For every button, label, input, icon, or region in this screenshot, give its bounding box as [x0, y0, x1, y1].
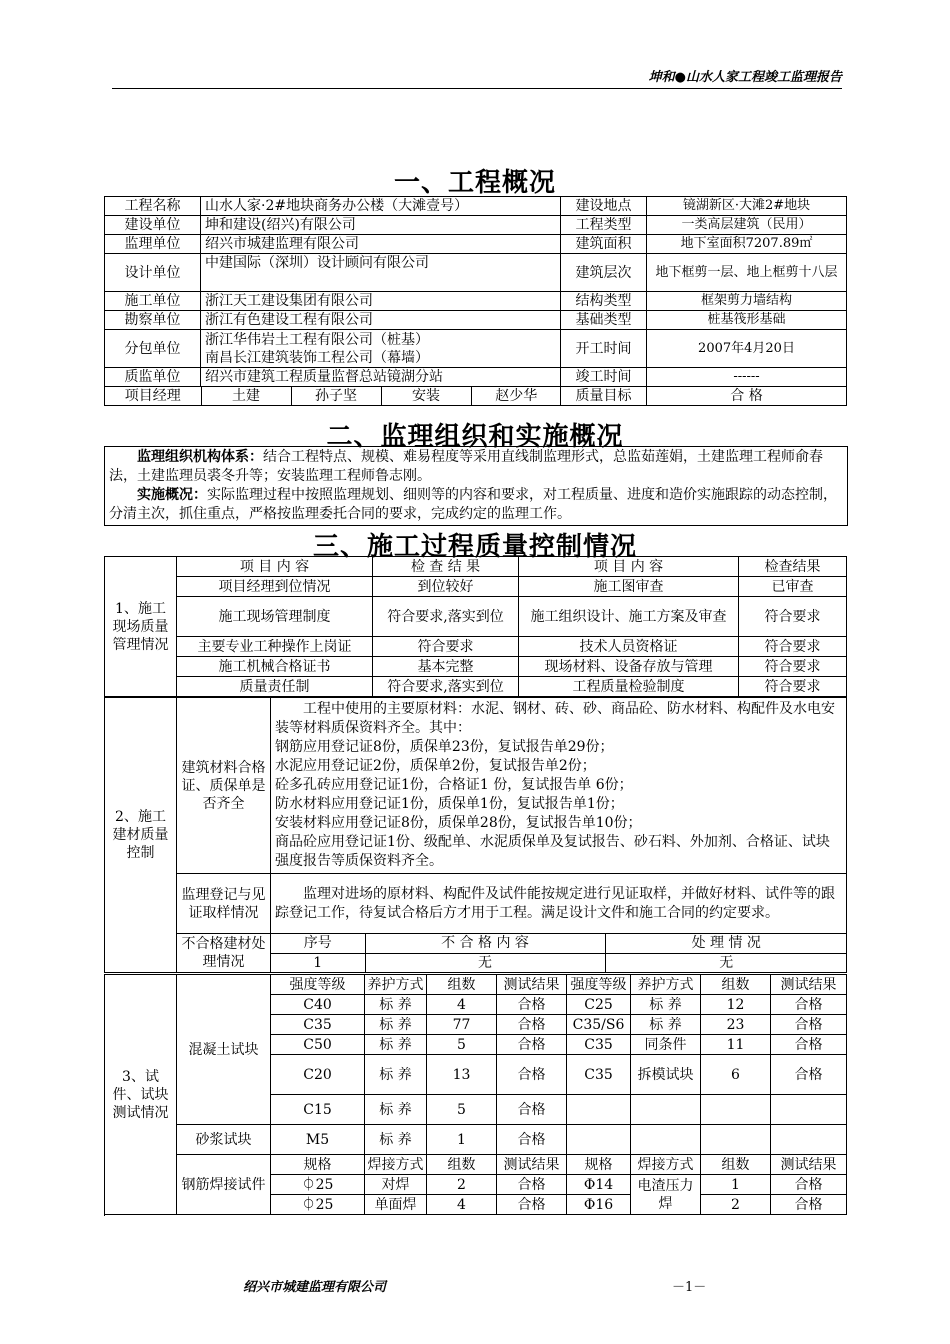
concrete-head-cell: 测试结果	[497, 975, 567, 995]
nc-head-no: 序号	[271, 934, 365, 953]
field-label: 工程名称	[105, 197, 201, 216]
concrete-cell: C35	[567, 1035, 631, 1055]
rebar-cell: 合格	[771, 1175, 847, 1195]
rebar-cell: 合格	[771, 1195, 847, 1215]
concrete-cell: 5	[427, 1035, 497, 1055]
org-text: 结合工程特点、规模、难易程度等采用直线制监理形式，总监茹莲娟，土建监理工程师俞春法，土建监理员裘冬升等；安装监理工程师鲁志刚。	[109, 449, 823, 484]
page-number: －1－	[672, 1280, 707, 1295]
nonconforming-content	[271, 934, 847, 973]
rebar-head-cell: 测试结果	[497, 1155, 567, 1175]
rebar-cell: 合格	[497, 1195, 567, 1215]
site-row	[105, 637, 847, 657]
site-head-cell: 检查结果	[739, 557, 847, 577]
part2-label: 2、施工建材质量控制	[105, 698, 177, 973]
nc-head-handling: 处 理 情 况	[605, 934, 847, 953]
field-value: 中建国际（深圳）设计顾问有限公司	[201, 254, 561, 292]
concrete-cell: 标 养	[631, 995, 701, 1015]
mortar-cell: 合格	[497, 1125, 567, 1155]
field-value: 浙江天工建设集团有限公司	[201, 292, 561, 311]
overview-row	[105, 254, 847, 292]
rebar-cell: ⏀25	[271, 1195, 365, 1215]
site-row	[105, 577, 847, 597]
concrete-cell: C20	[271, 1055, 365, 1095]
manager-cell: 孙子坚	[291, 387, 381, 405]
field-label: 基础类型	[561, 311, 647, 330]
field-value: 合 格	[647, 387, 847, 406]
materials-cert-label: 建筑材料合格证、质保单是否齐全	[177, 698, 271, 874]
field-value: 桩基筏形基础	[647, 311, 847, 330]
rebar-cell: Φ16	[567, 1195, 631, 1215]
mortar-cell: 1	[427, 1125, 497, 1155]
site-row	[105, 677, 847, 697]
field-label: 竣工时间	[561, 368, 647, 387]
rebar-cell: 单面焊	[365, 1195, 427, 1215]
concrete-head-cell: 组数	[701, 975, 771, 995]
field-value: 框架剪力墙结构	[647, 292, 847, 311]
field-value: 绍兴市建筑工程质量监督总站镜湖分站	[201, 368, 561, 387]
concrete-cell: C15	[271, 1095, 365, 1125]
concrete-cell: 合格	[771, 1035, 847, 1055]
overview-row	[105, 311, 847, 330]
concrete-cell: 标 养	[365, 1095, 427, 1125]
project-overview-table	[104, 196, 847, 406]
rebar-cell: ⏀25	[271, 1175, 365, 1195]
concrete-cell: 5	[427, 1095, 497, 1125]
test-row	[105, 975, 847, 995]
site-cell: 施工机械合格证书	[177, 657, 373, 677]
mat-line: 砼多孔砖应用登记证1份，合格证1 份，复试报告单 6份；	[275, 777, 633, 793]
page-header: 坤和●山水人家工程竣工监理报告	[648, 70, 842, 85]
header-rule	[112, 88, 842, 89]
site-cell: 技术人员资格证	[519, 637, 739, 657]
rebar-cell: 1	[701, 1175, 771, 1195]
site-cell: 施工图审查	[519, 577, 739, 597]
rebar-cell: Φ14	[567, 1175, 631, 1195]
concrete-cell: 4	[427, 995, 497, 1015]
nc-cell: 1	[271, 953, 365, 972]
empty-cell	[701, 1125, 771, 1155]
site-cell: 符合要求	[739, 637, 847, 657]
field-value: 镜湖新区·大滩2#地块	[647, 197, 847, 216]
concrete-cell: 标 养	[365, 1055, 427, 1095]
field-label: 开工时间	[561, 330, 647, 368]
concrete-cell: 合格	[497, 1035, 567, 1055]
site-head-cell: 项 目 内 容	[177, 557, 373, 577]
witness-content: 监理对进场的原材料、构配件及试件能按规定进行见证取样，并做好材料、试件等的跟踪登记工作，待复试合格后方才用于工程。满足设计文件和施工合同的约定要求。	[271, 874, 847, 934]
concrete-head-cell: 测试结果	[771, 975, 847, 995]
concrete-cell: 拆模试块	[631, 1055, 701, 1095]
site-cell: 基本完整	[373, 657, 519, 677]
mortar-row	[105, 1125, 847, 1155]
field-value: 浙江华伟岩土工程有限公司（桩基） 南昌长江建筑装饰工程公司（幕墙）	[201, 330, 561, 368]
nonconforming-table	[271, 934, 847, 972]
concrete-head-cell: 养护方式	[365, 975, 427, 995]
overview-row	[105, 235, 847, 254]
manager-cell: 赵少华	[471, 387, 561, 405]
concrete-cell	[631, 1095, 701, 1125]
rebar-cell: 4	[427, 1195, 497, 1215]
site-cell: 到位较好	[373, 577, 519, 597]
mat-line: 工程中使用的主要原材料：水泥、钢材、砖、砂、商品砼、防水材料、构配件及水电安装等材料质保资料齐全。其中：	[275, 701, 835, 736]
field-label: 施工单位	[105, 292, 201, 311]
concrete-cell: 11	[701, 1035, 771, 1055]
rebar-head-cell: 规格	[271, 1155, 365, 1175]
site-row	[105, 657, 847, 677]
rebar-cell: 2	[701, 1195, 771, 1215]
mat-line: 安装材料应用登记证8份，质保单28份，复试报告单10份；	[275, 815, 642, 831]
mat-line: 防水材料应用登记证1份，质保单1份，复试报告单1份；	[275, 796, 624, 812]
concrete-cell: 合格	[771, 1055, 847, 1095]
concrete-cell: 77	[427, 1015, 497, 1035]
concrete-cell: 同条件	[631, 1035, 701, 1055]
field-value: 一类高层建筑（民用）	[647, 216, 847, 235]
field-value: 2007年4月20日	[647, 330, 847, 368]
overview-row	[105, 368, 847, 387]
materials-table	[104, 697, 847, 973]
concrete-cell: 合格	[771, 995, 847, 1015]
overview-row	[105, 387, 847, 406]
field-label: 质监单位	[105, 368, 201, 387]
field-label: 质量目标	[561, 387, 647, 406]
rebar-cell: 电渣压力焊	[631, 1175, 701, 1215]
impl-label: 实施概况：	[137, 487, 207, 503]
field-label: 建设地点	[561, 197, 647, 216]
part1-label: 1、施工现场质量管理情况	[105, 557, 177, 697]
materials-cert-content	[271, 698, 847, 874]
site-cell: 符合要求	[739, 597, 847, 637]
site-head-cell: 检 查 结 果	[373, 557, 519, 577]
concrete-cell	[701, 1095, 771, 1125]
concrete-cell	[567, 1095, 631, 1125]
concrete-cell: 合格	[497, 1095, 567, 1125]
section3-title: 三、施工过程质量控制情况	[312, 532, 637, 562]
field-label: 建筑面积	[561, 235, 647, 254]
concrete-cell: C35	[271, 1015, 365, 1035]
field-value: 山水人家·2#地块商务办公楼（大滩壹号）	[201, 197, 561, 216]
site-cell: 现场材料、设备存放与管理	[519, 657, 739, 677]
concrete-cell: 合格	[497, 1055, 567, 1095]
empty-cell	[771, 1125, 847, 1155]
org-label: 监理组织机构体系：	[137, 449, 263, 465]
site-cell: 项目经理到位情况	[177, 577, 373, 597]
rebar-cell: 合格	[497, 1175, 567, 1195]
site-head-cell: 项 目 内 容	[519, 557, 739, 577]
field-label: 勘察单位	[105, 311, 201, 330]
field-value: 地下室面积7207.89㎡	[647, 235, 847, 254]
concrete-cell: 23	[701, 1015, 771, 1035]
rebar-head-cell: 焊接方式	[365, 1155, 427, 1175]
site-cell: 施工组织设计、施工方案及审查	[519, 597, 739, 637]
manager-cell: 安装	[381, 387, 471, 405]
nonconforming-label: 不合格建材处理情况	[177, 934, 271, 973]
concrete-cell: C50	[271, 1035, 365, 1055]
concrete-cell: 标 养	[365, 1015, 427, 1035]
rebar-head-row	[105, 1155, 847, 1175]
concrete-cell: C35	[567, 1055, 631, 1095]
footer-company: 绍兴市城建监理有限公司	[243, 1280, 387, 1295]
concrete-cell: 合格	[497, 995, 567, 1015]
field-value: ------	[647, 368, 847, 387]
concrete-cell: 12	[701, 995, 771, 1015]
concrete-cell: 合格	[771, 1015, 847, 1035]
site-head-row	[105, 557, 847, 577]
concrete-head-cell: 强度等级	[271, 975, 365, 995]
field-label: 建设单位	[105, 216, 201, 235]
concrete-cell: C25	[567, 995, 631, 1015]
site-cell: 质量责任制	[177, 677, 373, 697]
impl-paragraph	[109, 486, 843, 524]
manager-cell: 土建	[201, 387, 291, 405]
concrete-cell	[771, 1095, 847, 1125]
concrete-cell: 6	[701, 1055, 771, 1095]
concrete-cell: 标 养	[365, 995, 427, 1015]
site-cell: 主要专业工种操作上岗证	[177, 637, 373, 657]
empty-cell	[631, 1125, 701, 1155]
part3-label: 3、试件、试块测试情况	[105, 975, 177, 1215]
mortar-cell: 标 养	[365, 1125, 427, 1155]
concrete-cell: 标 养	[631, 1015, 701, 1035]
org-paragraph	[109, 448, 843, 486]
site-cell: 已审查	[739, 577, 847, 597]
concrete-cell: 合格	[497, 1015, 567, 1035]
mat-line: 商品砼应用登记证1份、级配单、水泥质保单及复试报告、砂石料、外加剂、合格证、试块强度报告等质保资料齐全。	[275, 834, 830, 869]
concrete-label: 混凝土试块	[177, 975, 271, 1125]
overview-row	[105, 197, 847, 216]
concrete-head-cell: 强度等级	[567, 975, 631, 995]
rebar-head-cell: 测试结果	[771, 1155, 847, 1175]
supervision-summary	[104, 446, 848, 526]
rebar-cell: 2	[427, 1175, 497, 1195]
field-label: 设计单位	[105, 254, 201, 292]
mortar-label: 砂浆试块	[177, 1125, 271, 1155]
overview-row	[105, 292, 847, 311]
rebar-head-cell: 焊接方式	[631, 1155, 701, 1175]
site-row	[105, 597, 847, 637]
field-label: 分包单位	[105, 330, 201, 368]
manager-subtable	[105, 387, 561, 405]
field-value: 浙江有色建设工程有限公司	[201, 311, 561, 330]
concrete-head-cell: 组数	[427, 975, 497, 995]
manager-cells	[105, 387, 561, 406]
field-value: 坤和建设(绍兴)有限公司	[201, 216, 561, 235]
mat-line: 钢筋应用登记证8份，质保单23份，复试报告单29份；	[275, 739, 614, 755]
mat-line: 水泥应用登记证2份，质保单2份，复试报告单2份；	[275, 758, 596, 774]
concrete-cell: C40	[271, 995, 365, 1015]
site-cell: 符合要求,落实到位	[373, 677, 519, 697]
field-label: 结构类型	[561, 292, 647, 311]
site-cell: 符合要求	[739, 677, 847, 697]
section1-title: 一、工程概况	[393, 168, 556, 198]
nc-cell: 无	[365, 953, 605, 972]
test-table	[104, 974, 847, 1215]
site-cell: 工程质量检验制度	[519, 677, 739, 697]
nc-cell: 无	[605, 953, 847, 972]
field-label: 建筑层次	[561, 254, 647, 292]
site-cell: 符合要求	[739, 657, 847, 677]
site-cell: 施工现场管理制度	[177, 597, 373, 637]
section2-title: 二、监理组织和实施概况	[326, 422, 624, 452]
nc-head-content: 不 合 格 内 容	[365, 934, 605, 953]
site-cell: 符合要求	[373, 637, 519, 657]
concrete-cell: C35/S6	[567, 1015, 631, 1035]
field-label: 监理单位	[105, 235, 201, 254]
empty-cell	[567, 1125, 631, 1155]
rebar-label: 钢筋焊接试件	[177, 1155, 271, 1215]
concrete-head-cell: 养护方式	[631, 975, 701, 995]
field-label: 工程类型	[561, 216, 647, 235]
rebar-head-cell: 规格	[567, 1155, 631, 1175]
rebar-head-cell: 组数	[701, 1155, 771, 1175]
overview-row	[105, 330, 847, 368]
site-management-table	[104, 556, 847, 697]
witness-label: 监理登记与见证取样情况	[177, 874, 271, 934]
site-cell: 符合要求,落实到位	[373, 597, 519, 637]
overview-row	[105, 216, 847, 235]
mortar-cell: M5	[271, 1125, 365, 1155]
manager-cell: 项目经理	[105, 387, 201, 405]
concrete-cell: 13	[427, 1055, 497, 1095]
rebar-cell: 对焊	[365, 1175, 427, 1195]
impl-text: 实际监理过程中按照监理规划、细则等的内容和要求，对工程质量、进度和造价实施跟踪的动态控制，分清主次，抓住重点，严格按监理委托合同的要求，完成约定的监理工作。	[109, 487, 837, 522]
field-value: 地下框剪一层、地上框剪十八层	[647, 254, 847, 292]
field-value: 绍兴市城建监理有限公司	[201, 235, 561, 254]
concrete-cell: 标 养	[365, 1035, 427, 1055]
rebar-head-cell: 组数	[427, 1155, 497, 1175]
